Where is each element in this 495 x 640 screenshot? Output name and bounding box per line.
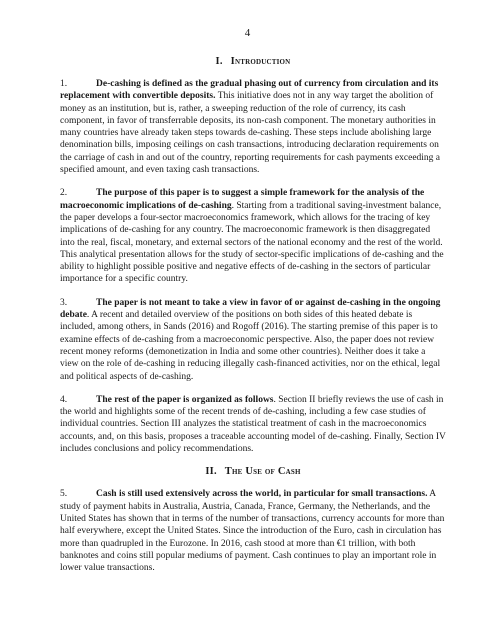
paragraph-2 [60,187,446,285]
paragraph-body: . A recent and detailed overview of the positions on both sides of this heated debate is included, among others, in Sands (2016) and Rogoff (2016). The starting premise of this paper is to examine effects of de-cashing from a macroeconomic perspective. Also, the paper does not review recent money reforms (demonetization in India and some other countries). Neither does it take a view on the role of de-cashing in reducing illegally cash-financed activities, nor on the ethical, legal and political aspects of de-cashing. [60,310,441,382]
section-heading-introduction [60,56,446,67]
paragraph-number: 4. [60,394,68,405]
paragraph-lead: The purpose of this paper is to suggest a simple framework for the analysis of the macroeconomic implications of de-cashing [60,188,425,211]
paragraph-1 [60,78,446,176]
section-title: The Use of Cash [224,466,301,478]
paragraph-number: 3. [60,297,68,308]
paragraph-body: . Section II briefly reviews the use of cash in the world and highlights some of the recent trends of de-cashing, including a few case studies of individual countries. Section III analyzes the statistical treatment of cash in the macroeconomics accounts, and, on this basis, proposes a traceable accounting model of de-cashing. Finally, Section IV includes conclusions and policy recommendations. [60,394,446,455]
paragraph-body: . Starting from a traditional saving-investment balance, the paper develops a four-sector macroeconomics framework, which allows for the tracing of key implications of de-cashing for any country. The macroeconomic framework is then disaggregated into the real, fiscal, monetary, and external sectors of the national economy and the rest of the world. This analytical presentation allows for the study of sector-specific implications of de-cashing and the ability to highlight possible positive and negative effects of de-cashing in the sectors of particular importance for a specific country. [60,200,444,285]
section-number: II. [205,466,217,478]
paragraph-body: A study of payment habits in Australia, Austria, Canada, France, Germany, the Netherlands, and the United States has shown that in terms of the number of transactions, currency accounts for more than half everywhere, except the United States. Since the introduction of the Euro, cash in circulation has more than quadrupled in the Eurozone. In 2016, cash stood at more than €1 trillion, with both banknotes and coins still popular mediums of payment. Cash continues to play an important role in lower value transactions. [60,489,445,574]
page-number: 4 [244,27,251,39]
paragraph-4 [60,394,446,455]
page-content [60,56,446,585]
paragraph-3 [60,297,446,383]
paragraph-lead: The paper is not meant to take a view in favor of or against de-cashing in the ongoing debate [60,297,441,321]
paragraph-number: 1. [60,79,68,89]
paragraph-body: This initiative does not in any way target the abolition of money as an institution, but is, rather, a sweeping reduction of the role of currency, its cash component, in favor of transferrable deposits, its non-cash component. The monetary authorities in many countries have already taken steps towards de-cashing. These steps include abolishing large denomination bills, imposing ceilings on cash transactions, introducing declaration requirements on the carriage of cash in and out of the country, reporting requirements for cash payments exceeding a specified amount, and even taxing cash transactions. [60,91,441,176]
paragraph-5 [60,488,446,574]
paragraph-number: 2. [60,188,68,199]
paragraph-lead: Cash is still used extensively across the world, in particular for small transactions. [96,489,428,500]
section-title: Introduction [230,56,291,67]
paragraph-lead: The rest of the paper is organized as follows [96,394,274,405]
paragraph-number: 5. [60,489,68,500]
section-heading-use-of-cash [60,466,446,477]
section-number: I. [215,56,223,67]
paragraph-lead: De-cashing is defined as the gradual phasing out of currency from circulation and its replacement with convertible deposits. [60,79,439,102]
